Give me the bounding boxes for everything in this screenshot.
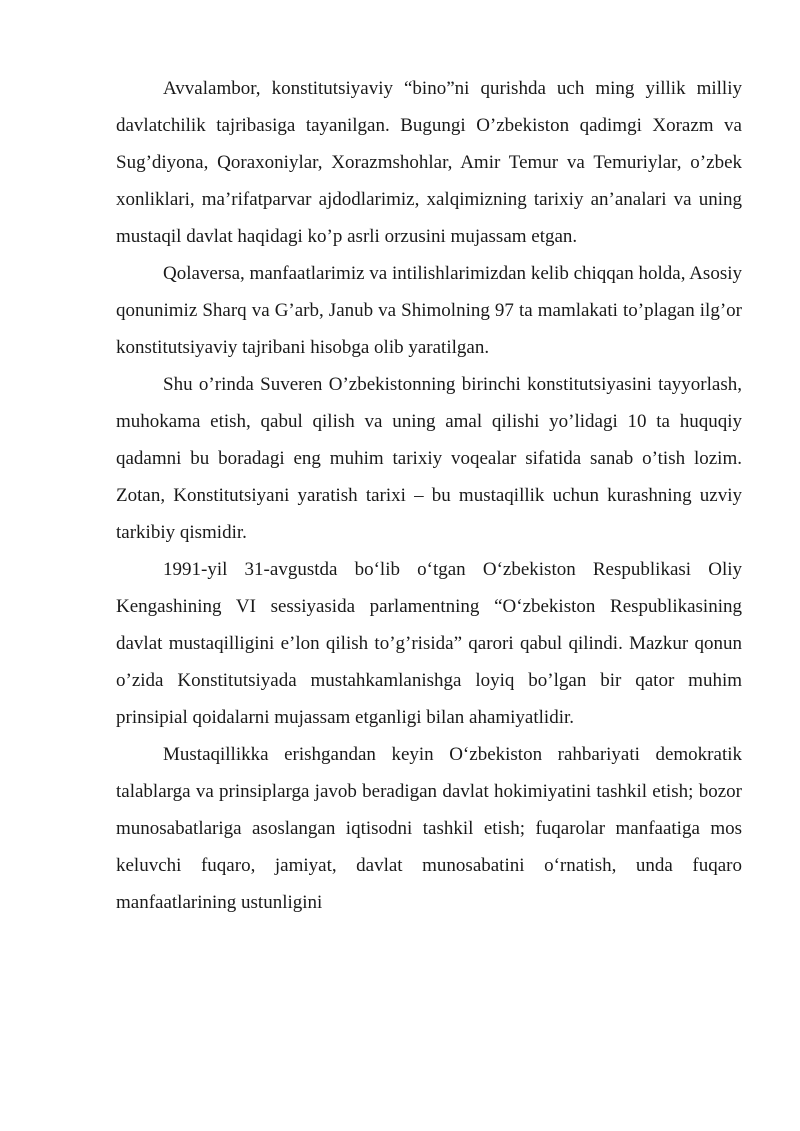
paragraph-2: Qolaversa, manfaatlarimiz va intilishlarimizdan kelib chiqqan holda, Asosiy qonunimiz Sharq va G’arb, Janub va Shimolning 97 ta mamlakati to’plagan ilg’or konstitutsiyaviy tajribani hisobga olib yaratilgan.	[116, 263, 742, 358]
document-body	[116, 70, 742, 921]
paragraph-5: Mustaqillikka erishgandan keyin O‘zbekiston rahbariyati demokratik talablarga va prinsiplarga javob beradigan davlat hokimiyatini tashkil etish; bozor munosabatlariga asoslangan iqtisodni tashkil etish; fuqarolar manfaatiga mos keluvchi fuqaro, jamiyat, davlat munosabatini o‘rnatish, unda fuqaro manfaatlarining ustunligini	[116, 744, 742, 913]
paragraph-4: 1991-yil 31-avgustda bo‘lib o‘tgan O‘zbekiston Respublikasi Oliy Kengashining VI sessiyasida parlamentning “O‘zbekiston Respublikasining davlat mustaqilligini e’lon qilish to’g’risida” qarori qabul qilindi. Mazkur qonun o’zida Konstitutsiyada mustahkamlanishga loyiq bo’lgan bir qator muhim prinsipial qoidalarni mujassam etganligi bilan ahamiyatlidir.	[116, 559, 742, 728]
paragraph-3: Shu o’rinda Suveren O’zbekistonning birinchi konstitutsiyasini tayyorlash, muhokama etish, qabul qilish va uning amal qilishi yo’lidagi 10 ta huquqiy qadamni bu boradagi eng muhim tarixiy voqealar sifatida sanab o’tish lozim. Zotan, Konstitutsiyani yaratish tarixi – bu mustaqillik uchun kurashning uzviy tarkibiy qismidir.	[116, 374, 742, 543]
paragraph-1: Avvalambor, konstitutsiyaviy “bino”ni qurishda uch ming yillik milliy davlatchilik tajribasiga tayanilgan. Bugungi O’zbekiston qadimgi Xorazm va Sug’diyona, Qoraxoniylar, Xorazmshohlar, Amir Temur va Temuriylar, o’zbek xonliklari, ma’rifatparvar ajdodlarimiz, xalqimizning tarixiy an’analari va uning mustaqil davlat haqidagi ko’p asrli orzusini mujassam etgan.	[116, 78, 742, 247]
